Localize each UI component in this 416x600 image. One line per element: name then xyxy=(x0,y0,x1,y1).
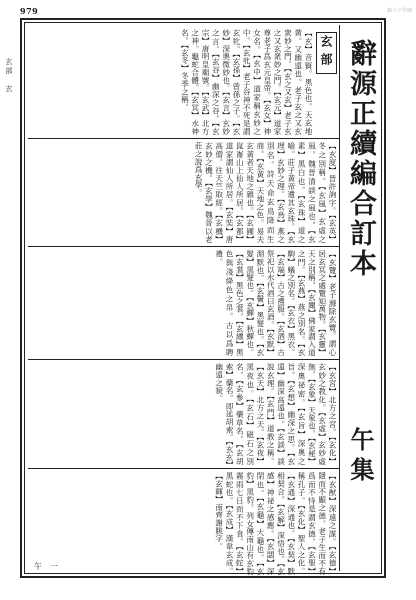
dictionary-content xyxy=(28,26,339,575)
text-band-4 xyxy=(28,360,339,469)
page-frame-inner xyxy=(24,22,382,574)
book-title: 辭源正續編合訂本 xyxy=(345,39,376,279)
page-frame xyxy=(20,18,386,578)
side-margin-label: 玄部 玄 xyxy=(5,58,13,94)
text-band-1 xyxy=(28,26,339,139)
watermark: 鶴大字學網 xyxy=(386,8,412,14)
text-band-2 xyxy=(28,139,339,247)
entry-block: 【玄度】晉許詢字。【玄英】冬之別稱。【玄風】玄虛之風。魏晉清談之風也。【玄素】黑白也。【玄珠】道之喻。莊子黃帝遺其玄珠。【玄理】玄妙之理。【玄鳥】燕之別名。詩天命玄鳥降而生商。【玄黃】天地之色。易夫玄黃者天地之雜也。【玄圃】崑崙山上仙人所居。【玄都】道家謂仙人所居。【玄奘】唐高僧。往天竺取經。【玄機】玄妙之機。【玄學】魏晉以老莊之說爲玄學。 xyxy=(194,142,337,243)
page-number: 979 xyxy=(20,6,39,16)
section-heading xyxy=(317,32,337,74)
section-heading-label: 玄部 xyxy=(316,32,337,74)
title-column xyxy=(339,25,379,571)
text-band-5 xyxy=(28,469,339,578)
entry-block: 【玄宮】北方之宮。【玄化】玄妙之教化。【玄虛】玄妙虛無。【玄象】天象也。【玄秘】深奧祕密。【玄旨】深奧之旨。【玄想】幽深之思。【玄遠】幽深高遠也。【玄談】談說玄理。【玄門】道教之稱。【玄天】北方之天。【玄夜】黑夜也。【玄石】磁石之別名。【玄參】藥草名。【玄胡索】藥名。即延胡索。【玄玄】幽遠之貌。 xyxy=(214,363,337,465)
entry-block: 【玄】音賢。黑色也。天玄地黃。又幽遠也。老子玄之又玄衆妙之門。【玄之又玄】老子玄之又玄衆妙之門。【玄元】道家尊老子爲玄元皇帝。【玄女】神女名。【玄中】道家稱玄妙之中。【玄牝】老子谷神不死是謂玄牝。【玄孫】曾孫之子。【玄妙】深奧微妙也。【玄言】玄妙之言。【玄谷】幽深之谷。【玄宗】唐明皇廟號。【玄武】北方之神。龜蛇合體。【玄冥】水神名。【玄冬】冬季之稱。 xyxy=(180,29,313,135)
volume-label: 午集 xyxy=(346,427,375,487)
entry-block: 【玄猷】深遠之謀。【玄德】隱而不顯之德。老子生而不有爲而不恃是謂玄德。【玄聖】稱孔子。【玄化】聖人之化。【玄通】深通也。【玄契】默相契合。【玄解】深悟也。【玄感】神祕之感應。【玄閟】深閉也。【玄龜】大龜也。【玄豹】黑豹。列女傳南山有玄豹霧雨七日而不下食。【玄蛇】黑蛇也。【玄成】漢韋玄成。【玄暉】南齊謝朓字。 xyxy=(214,472,337,575)
text-band-3 xyxy=(28,247,339,360)
page-mark: 午 一 xyxy=(34,562,58,571)
entry-block: 【玄覽】老子滌除玄覽。謂心居玄冥之處覽知萬物。【玄靈】天之別稱。【玄關】佛家謂入道之門。【玄燕】燕之別名。【玄駒】蟻之別名。【玄衣】黑衣。【玄端】古之禮服。【玄酒】古祭祀以水代酒曰玄酒。【玄默】淵默也。【玄鬢】黑髮也。【玄髮】黑髮也。【玄蟬】秋蟬也。【玄裳】黑色之裳。【玄纁】黑色與淺絳色之帛。古以爲聘禮。 xyxy=(214,250,337,356)
